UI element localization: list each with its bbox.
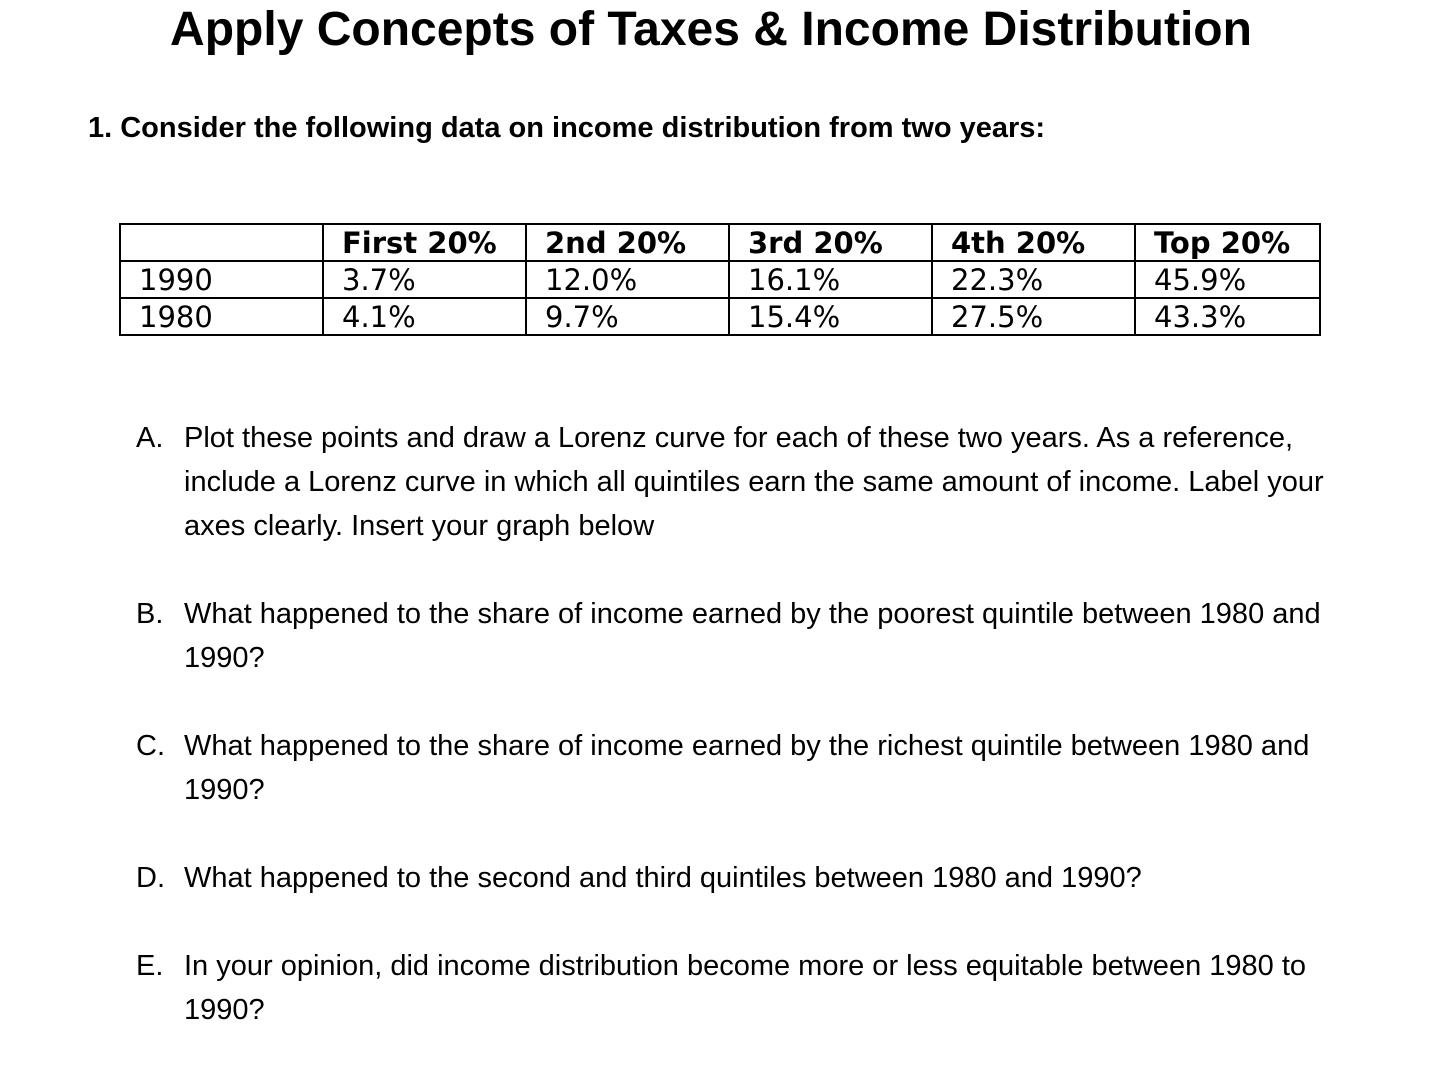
table-header-cell (120, 224, 323, 261)
sub-question-d (136, 856, 1336, 900)
table-cell: 1990 (120, 261, 323, 298)
table-cell: 4.1% (323, 298, 526, 335)
sub-question-letter: E. (136, 950, 164, 982)
sub-question-a (136, 416, 1336, 548)
page-title: Apply Concepts of Taxes & Income Distribution (170, 3, 1252, 56)
sub-question-text: What happened to the share of income earned by the richest quintile between 1980 and 1990? (184, 730, 1310, 806)
sub-question-letter: B. (136, 598, 164, 630)
table-header-cell: 4th 20% (932, 224, 1135, 261)
sub-question-e (136, 944, 1336, 1032)
sub-question-text: Plot these points and draw a Lorenz curve for each of these two years. As a reference, include a Lorenz curve in which all quintiles earn the same amount of income. Label your axes clearly. Insert your graph below (184, 422, 1324, 542)
sub-question-letter: D. (136, 862, 165, 894)
table-row (120, 298, 1320, 335)
sub-question-b (136, 592, 1336, 680)
table-cell: 43.3% (1135, 298, 1320, 335)
sub-question-text: What happened to the share of income earned by the poorest quintile between 1980 and 1990? (184, 598, 1321, 674)
income-distribution-table (119, 223, 1321, 336)
table-cell: 45.9% (1135, 261, 1320, 298)
table-header-cell: Top 20% (1135, 224, 1320, 261)
table-header-cell: 3rd 20% (729, 224, 932, 261)
table-cell: 16.1% (729, 261, 932, 298)
table-header-row (120, 224, 1320, 261)
sub-question-letter: A. (136, 422, 164, 454)
table-cell: 1980 (120, 298, 323, 335)
question-heading: 1. Consider the following data on income distribution from two years: (88, 112, 1046, 144)
table-cell: 3.7% (323, 261, 526, 298)
table-cell: 15.4% (729, 298, 932, 335)
sub-question-text: What happened to the second and third quintiles between 1980 and 1990? (184, 862, 1142, 894)
table-row (120, 261, 1320, 298)
sub-question-letter: C. (136, 730, 165, 762)
table-cell: 27.5% (932, 298, 1135, 335)
table-cell: 9.7% (526, 298, 729, 335)
sub-question-c (136, 724, 1336, 812)
table-cell: 22.3% (932, 261, 1135, 298)
sub-question-text: In your opinion, did income distribution become more or less equitable between 1980 to 1990? (184, 950, 1307, 1026)
table-header-cell: 2nd 20% (526, 224, 729, 261)
table-cell: 12.0% (526, 261, 729, 298)
table-header-cell: First 20% (323, 224, 526, 261)
